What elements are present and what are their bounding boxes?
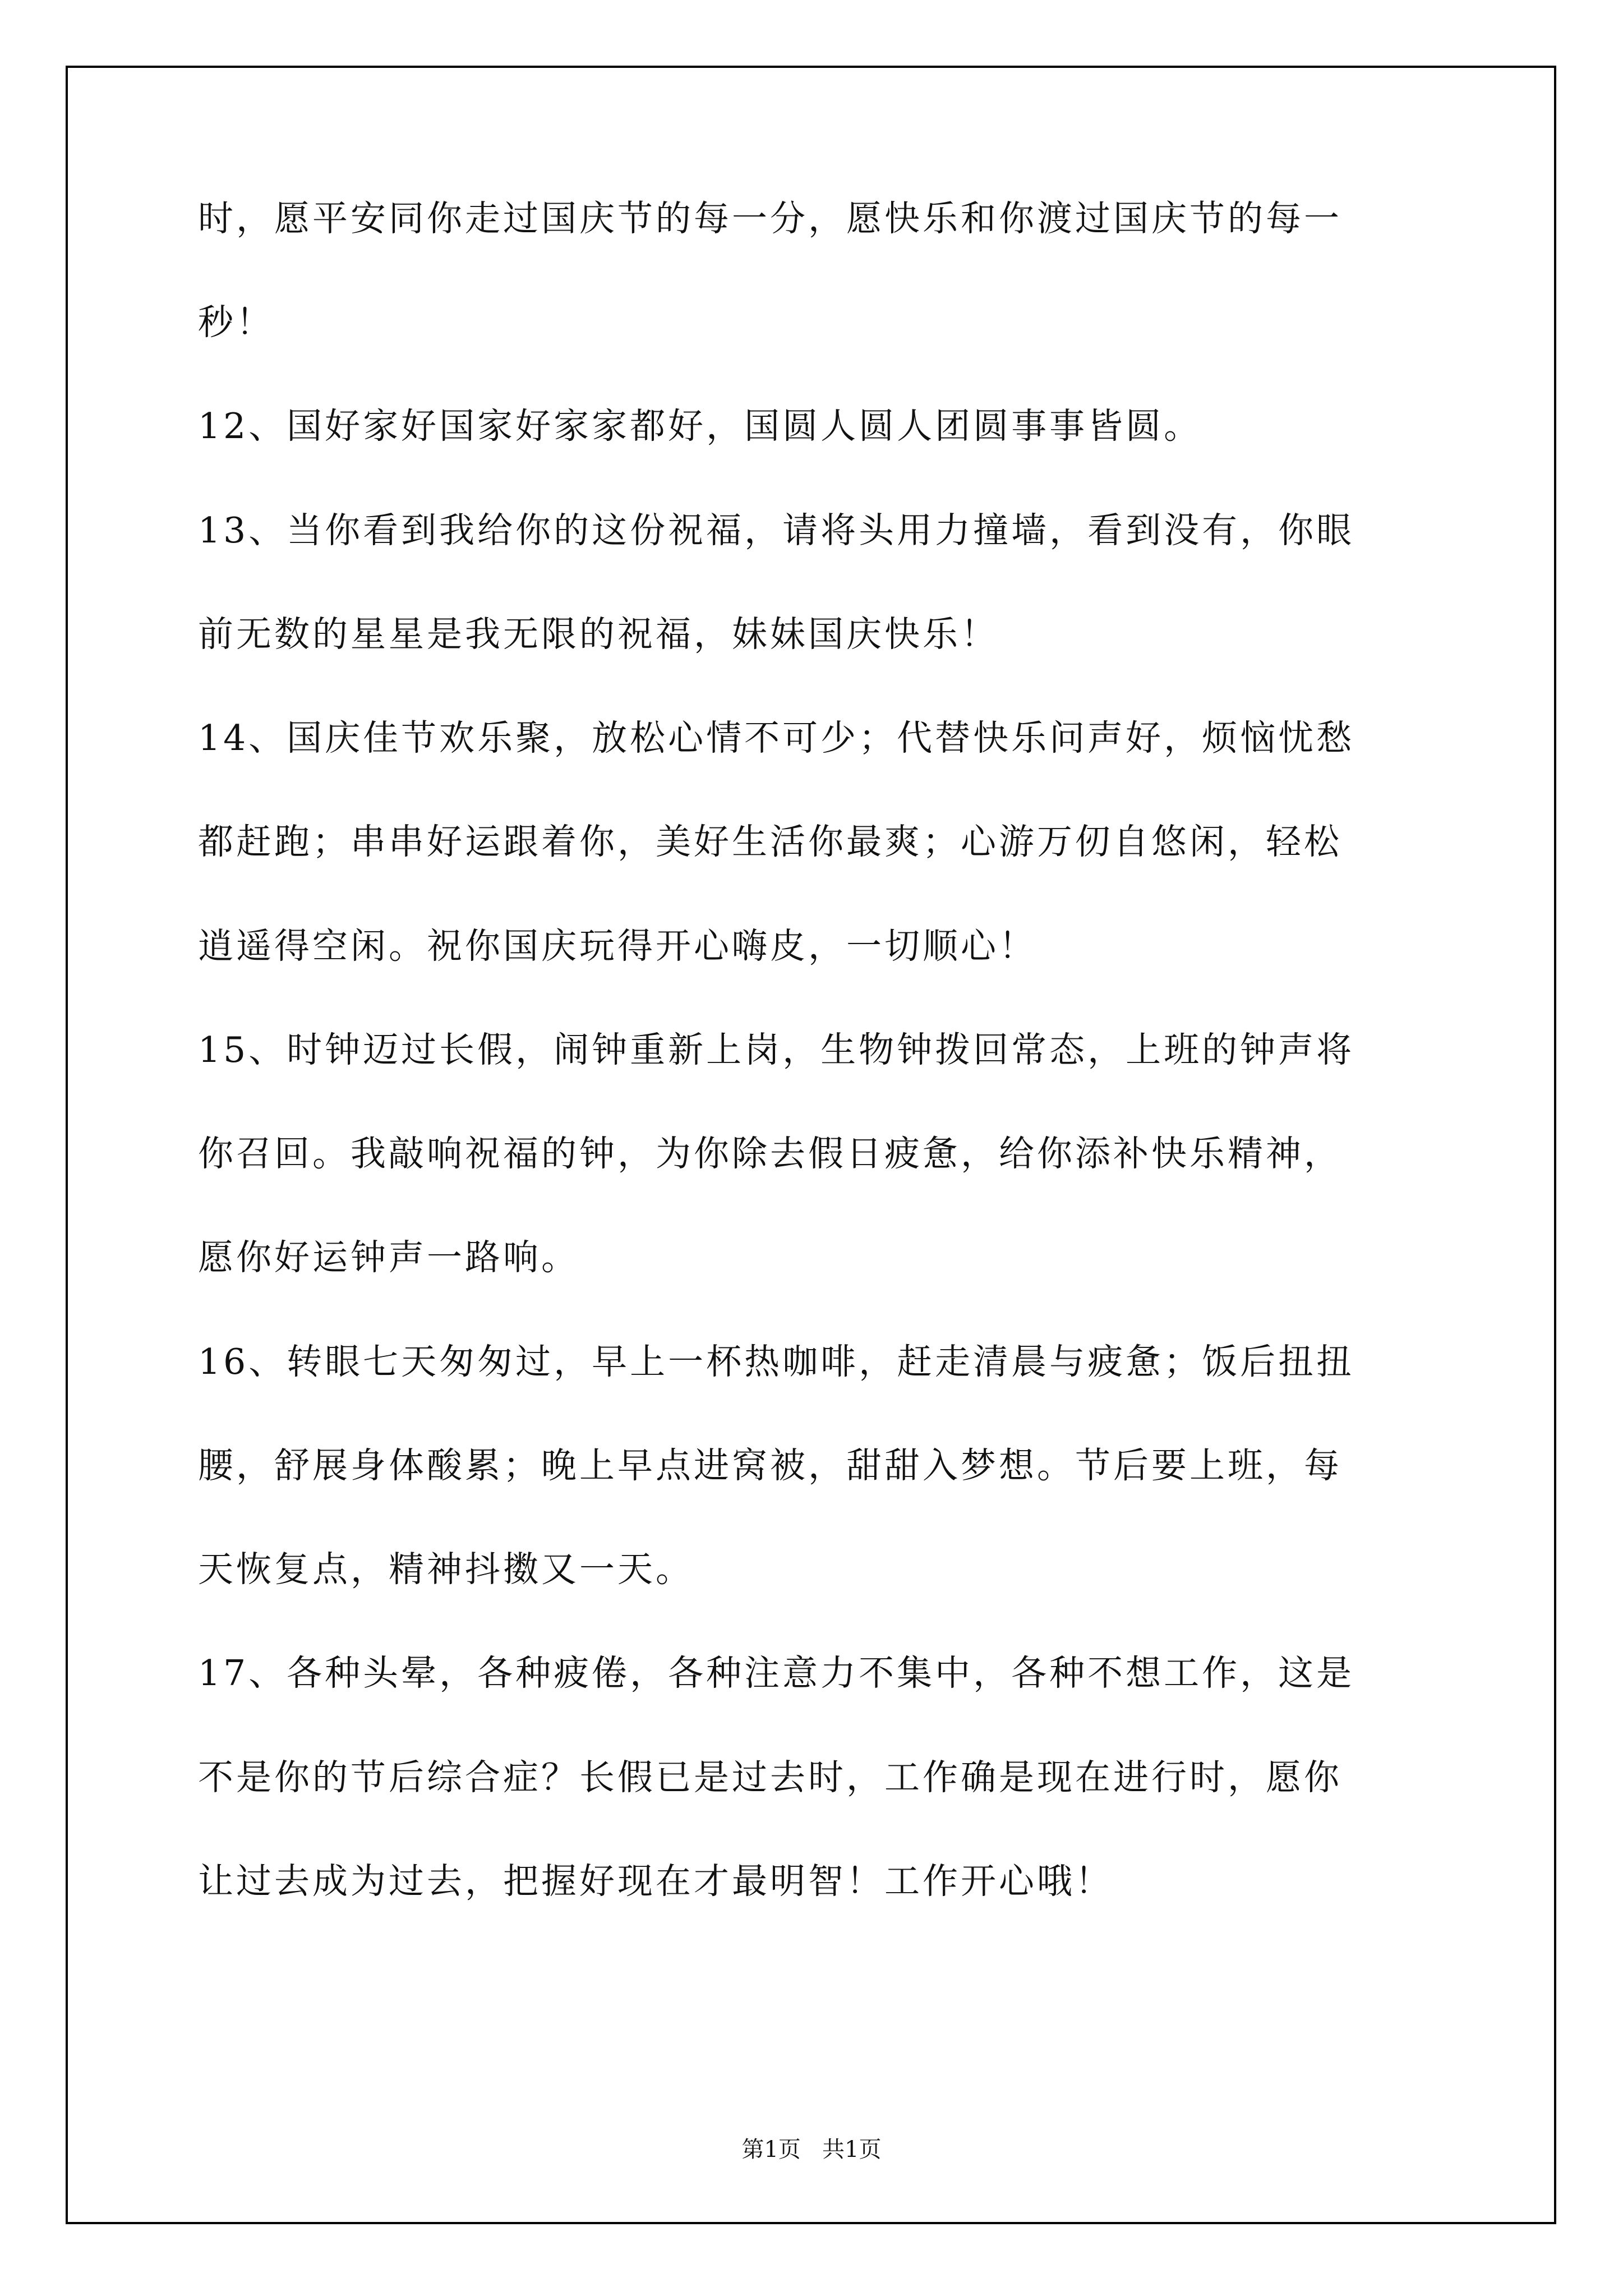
text-line: 腰，舒展身体酸累；晚上早点进窝被，甜甜入梦想。节后要上班，每 bbox=[198, 1445, 1342, 1486]
text-line: 15、时钟迈过长假，闹钟重新上岗，生物钟拨回常态，上班的钟声将 bbox=[198, 1029, 1355, 1070]
text-line: 愿你好运钟声一路响。 bbox=[198, 1237, 579, 1278]
text-line: 前无数的星星是我无限的祝福，妹妹国庆快乐！ bbox=[198, 614, 999, 655]
text-line: 13、当你看到我给你的这份祝福，请将头用力撞墙，看到没有，你眼 bbox=[198, 510, 1355, 551]
text-line: 天恢复点，精神抖擞又一天。 bbox=[198, 1549, 694, 1590]
text-line: 12、国好家好国家好家家都好，国圆人圆人团圆事事皆圆。 bbox=[198, 406, 1202, 447]
text-line: 时，愿平安同你走过国庆节的每一分，愿快乐和你渡过国庆节的每一 bbox=[198, 198, 1342, 239]
text-line: 秒！ bbox=[198, 302, 274, 343]
text-line: 14、国庆佳节欢乐聚，放松心情不可少；代替快乐问声好，烦恼忧愁 bbox=[198, 717, 1355, 758]
page-footer: 第1页 共1页 bbox=[741, 2137, 882, 2162]
text-line: 逍遥得空闲。祝你国庆玩得开心嗨皮，一切顺心！ bbox=[198, 926, 1037, 967]
text-line: 都赶跑；串串好运跟着你，美好生活你最爽；心游万仞自悠闲，轻松 bbox=[198, 821, 1342, 862]
text-line: 你召回。我敲响祝福的钟，为你除去假日疲惫，给你添补快乐精神， bbox=[198, 1133, 1342, 1174]
text-line: 17、各种头晕，各种疲倦，各种注意力不集中，各种不想工作，这是 bbox=[198, 1653, 1355, 1694]
text-line: 让过去成为过去，把握好现在才最明智！工作开心哦！ bbox=[198, 1861, 1113, 1902]
text-line: 16、转眼七天匆匆过，早上一杯热咖啡，赶走清晨与疲惫；饭后扭扭 bbox=[198, 1341, 1355, 1382]
text-line: 不是你的节后综合症？长假已是过去时，工作确是现在进行时，愿你 bbox=[198, 1757, 1342, 1798]
